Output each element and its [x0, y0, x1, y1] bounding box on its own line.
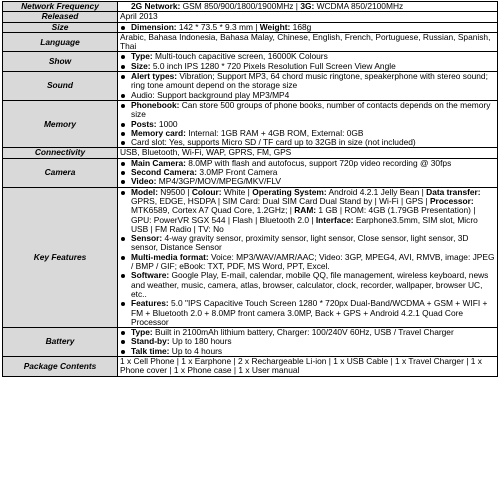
weight-value: 168g — [290, 22, 312, 32]
item-key: Operating System: — [252, 187, 327, 197]
item-value: 5.0 inch IPS 1280 * 720 Pixels Resolution Full Screen View Angle — [150, 60, 396, 71]
memory-list — [120, 101, 495, 147]
label-released: Released — [3, 12, 118, 22]
row-connectivity — [3, 148, 498, 158]
item-value: Google Play, E-mail, calendar, mobile QQ, file management, wireless keyboard, news and weather, music, camera, atlas, browser, calculator, clock, recorder, wallpaper, browser UC, etc.. — [131, 270, 489, 299]
item-key: Type: — [131, 51, 153, 62]
label-connectivity: Connectivity — [3, 148, 118, 158]
list-item — [120, 72, 495, 91]
row-language — [3, 32, 498, 52]
list-item — [120, 299, 495, 327]
list-item — [120, 347, 495, 356]
item-key: Phonebook: — [131, 100, 180, 110]
label-package-contents: Package Contents — [3, 356, 118, 376]
item-value: 4-way gravity sensor, proximity sensor, light sensor, Close sensor, light sensor, 3D sensor, Distance Sensor — [131, 233, 469, 253]
list-item — [120, 253, 495, 272]
battery-list — [120, 328, 495, 356]
item-key: Size: — [131, 60, 151, 71]
label-size: Size — [3, 22, 118, 32]
item-value: Built in 2100mAh lithium battery, Charger: 100/240V 60Hz, USB / Travel Charger — [152, 327, 454, 338]
label-key-features: Key Features — [3, 187, 118, 327]
item-key: Colour: — [191, 187, 222, 197]
sound-list — [120, 72, 495, 100]
item-value: Earphone3.5mm, SIM slot, Micro USB | FM Radio | TV: No — [131, 214, 478, 234]
item-value: Up to 180 hours — [169, 336, 232, 347]
row-released — [3, 12, 498, 22]
item-key: Type: — [131, 327, 153, 338]
item-value: Up to 4 hours — [169, 345, 223, 356]
item-value: 1 GB | ROM: 4GB (1.79GB Presentation) | GPU: PowerVR SGX 544 | Flash | Bluetooth 2.0 | — [131, 205, 476, 225]
list-item — [120, 91, 495, 100]
value-memory — [118, 100, 498, 147]
item-value: White | — [221, 187, 253, 197]
value-key-features — [118, 187, 498, 327]
item-value: Multi-touch capacitive screen, 16000K Colours — [152, 51, 328, 62]
item-key: Model: — [131, 187, 158, 197]
item-value: 8.0MP with flash and autofocus, support 720p video recording @ 30fps — [185, 158, 452, 168]
value-released: April 2013 — [118, 12, 498, 22]
item-key: RAM: — [294, 205, 317, 216]
item-key: Processor: — [429, 195, 474, 206]
item-key: Data transfer: — [426, 187, 481, 197]
row-battery — [3, 328, 498, 357]
value-camera — [118, 158, 498, 187]
item-key: Stand-by: — [131, 336, 170, 347]
dimension-key: Dimension: — [131, 22, 177, 32]
show-list — [120, 52, 495, 71]
value-package-contents: 1 x Cell Phone | 1 x Earphone | 2 x Rechargeable Li-ion | 1 x USB Cable | 1 x Travel Charger | 1 x Phone cover | 1 x Phone case | 1 x User manual — [118, 356, 498, 376]
label-network-frequency: Network Frequency — [3, 2, 118, 12]
row-memory — [3, 100, 498, 147]
network-3g-key: 3G: — [300, 1, 315, 11]
network-2g-key: 2G Network: — [131, 1, 181, 11]
item-value: MTK6589, Cortex A7 Quad Core, 1.2GHz; | — [131, 205, 295, 216]
row-sound — [3, 72, 498, 101]
value-show — [118, 52, 498, 72]
value-sound — [118, 72, 498, 101]
item-key: Main Camera: — [131, 158, 186, 168]
dimension-value: 142 * 73.5 * 9.3 mm | — [176, 22, 260, 32]
row-camera — [3, 158, 498, 187]
list-item — [120, 188, 495, 234]
network-2g-value: GSM 850/900/1800/1900MHz | — [180, 1, 301, 11]
label-show: Show — [3, 52, 118, 72]
item-key: Memory card: — [131, 127, 186, 138]
label-memory: Memory — [3, 100, 118, 147]
list-item — [120, 177, 495, 186]
item-value: 5.0 "IPS Capacitive Touch Screen 1280 * 720px Dual-Band/WCDMA + GSM + WIFI + FM + Bluetooth 2.0 + 8.0MP front camera 3.0MP, Back + GPS + Android 4.2.1 Quad Core Processor — [131, 298, 488, 327]
list-item — [120, 271, 495, 299]
list-item — [120, 138, 495, 147]
item-value: Audio: Support background play MP3/MP4 — [131, 89, 290, 100]
item-value: 3.0MP Front Camera — [197, 167, 278, 178]
item-value: Android 4.2.1 Jelly Bean | — [326, 187, 427, 197]
list-item — [120, 234, 495, 253]
weight-key: Weight: — [259, 22, 291, 32]
specifications-table — [2, 1, 498, 377]
item-value: Card slot: Yes, supports Micro SD / TF card up to 32GB in size (not included) — [131, 137, 416, 148]
item-value: Internal: 1GB RAM + 4GB ROM, External: 0GB — [185, 127, 364, 138]
item-value: 1000 — [156, 118, 178, 129]
item-value: N9500 | — [157, 187, 192, 197]
value-connectivity: USB, Bluetooth, Wi-Fi, WAP, GPRS, FM, GPS — [118, 148, 498, 158]
row-network-frequency — [3, 2, 498, 12]
value-size — [118, 22, 498, 32]
list-item — [120, 101, 495, 120]
item-value: Voice: MP3/WAV/AMR/AAC; Video: 3GP, MPEG4, AVI, RMVB, image: JPEG / BMP / GIF; eBook: TXT, PDF, MS Word, PPT, Excel. — [131, 251, 495, 272]
row-package-contents — [3, 356, 498, 376]
item-key: Talk time: — [131, 345, 170, 356]
item-key: Multi-media format: — [131, 251, 209, 262]
item-key: Software: — [131, 270, 170, 281]
value-language: Arabic, Bahasa Indonesia, Bahasa Malay, Chinese, English, French, Portuguese, Russian, Spanish, Thai — [118, 32, 498, 52]
item-key: Interface: — [315, 214, 354, 225]
item-value: Can store 500 groups of phone books, number of contacts depends on the memory size — [131, 100, 491, 120]
size-item — [120, 23, 495, 32]
item-value: GPRS, EDGE, HSDPA | SIM Card: Dual SIM Card Dual Stand by | Wi-Fi | GPS | — [131, 195, 430, 206]
value-battery — [118, 328, 498, 357]
label-language: Language — [3, 32, 118, 52]
label-camera: Camera — [3, 158, 118, 187]
item-value: Vibration; Support MP3, 64 chord music ringtone, speakerphone with stereo sound; ring tone amount depend on the storage size — [131, 71, 488, 91]
row-key-features — [3, 187, 498, 327]
item-key: Second Camera: — [131, 167, 198, 178]
item-key: Features: — [131, 298, 169, 309]
item-key: Alert types: — [131, 71, 178, 82]
label-sound: Sound — [3, 72, 118, 101]
label-battery: Battery — [3, 328, 118, 357]
item-value: MP4/3GP/MOV/MPEG/MKV/FLV — [156, 176, 282, 187]
size-list — [120, 23, 495, 32]
item-key: Sensor: — [131, 233, 163, 244]
camera-list — [120, 159, 495, 187]
key-features-list — [120, 188, 495, 327]
network-3g-value: WCDMA 850/2100MHz — [314, 1, 404, 11]
list-item — [120, 62, 495, 71]
value-network-frequency — [118, 2, 498, 12]
row-size — [3, 22, 498, 32]
item-key: Video: — [131, 176, 157, 187]
item-key: Posts: — [131, 118, 157, 129]
row-show — [3, 52, 498, 72]
